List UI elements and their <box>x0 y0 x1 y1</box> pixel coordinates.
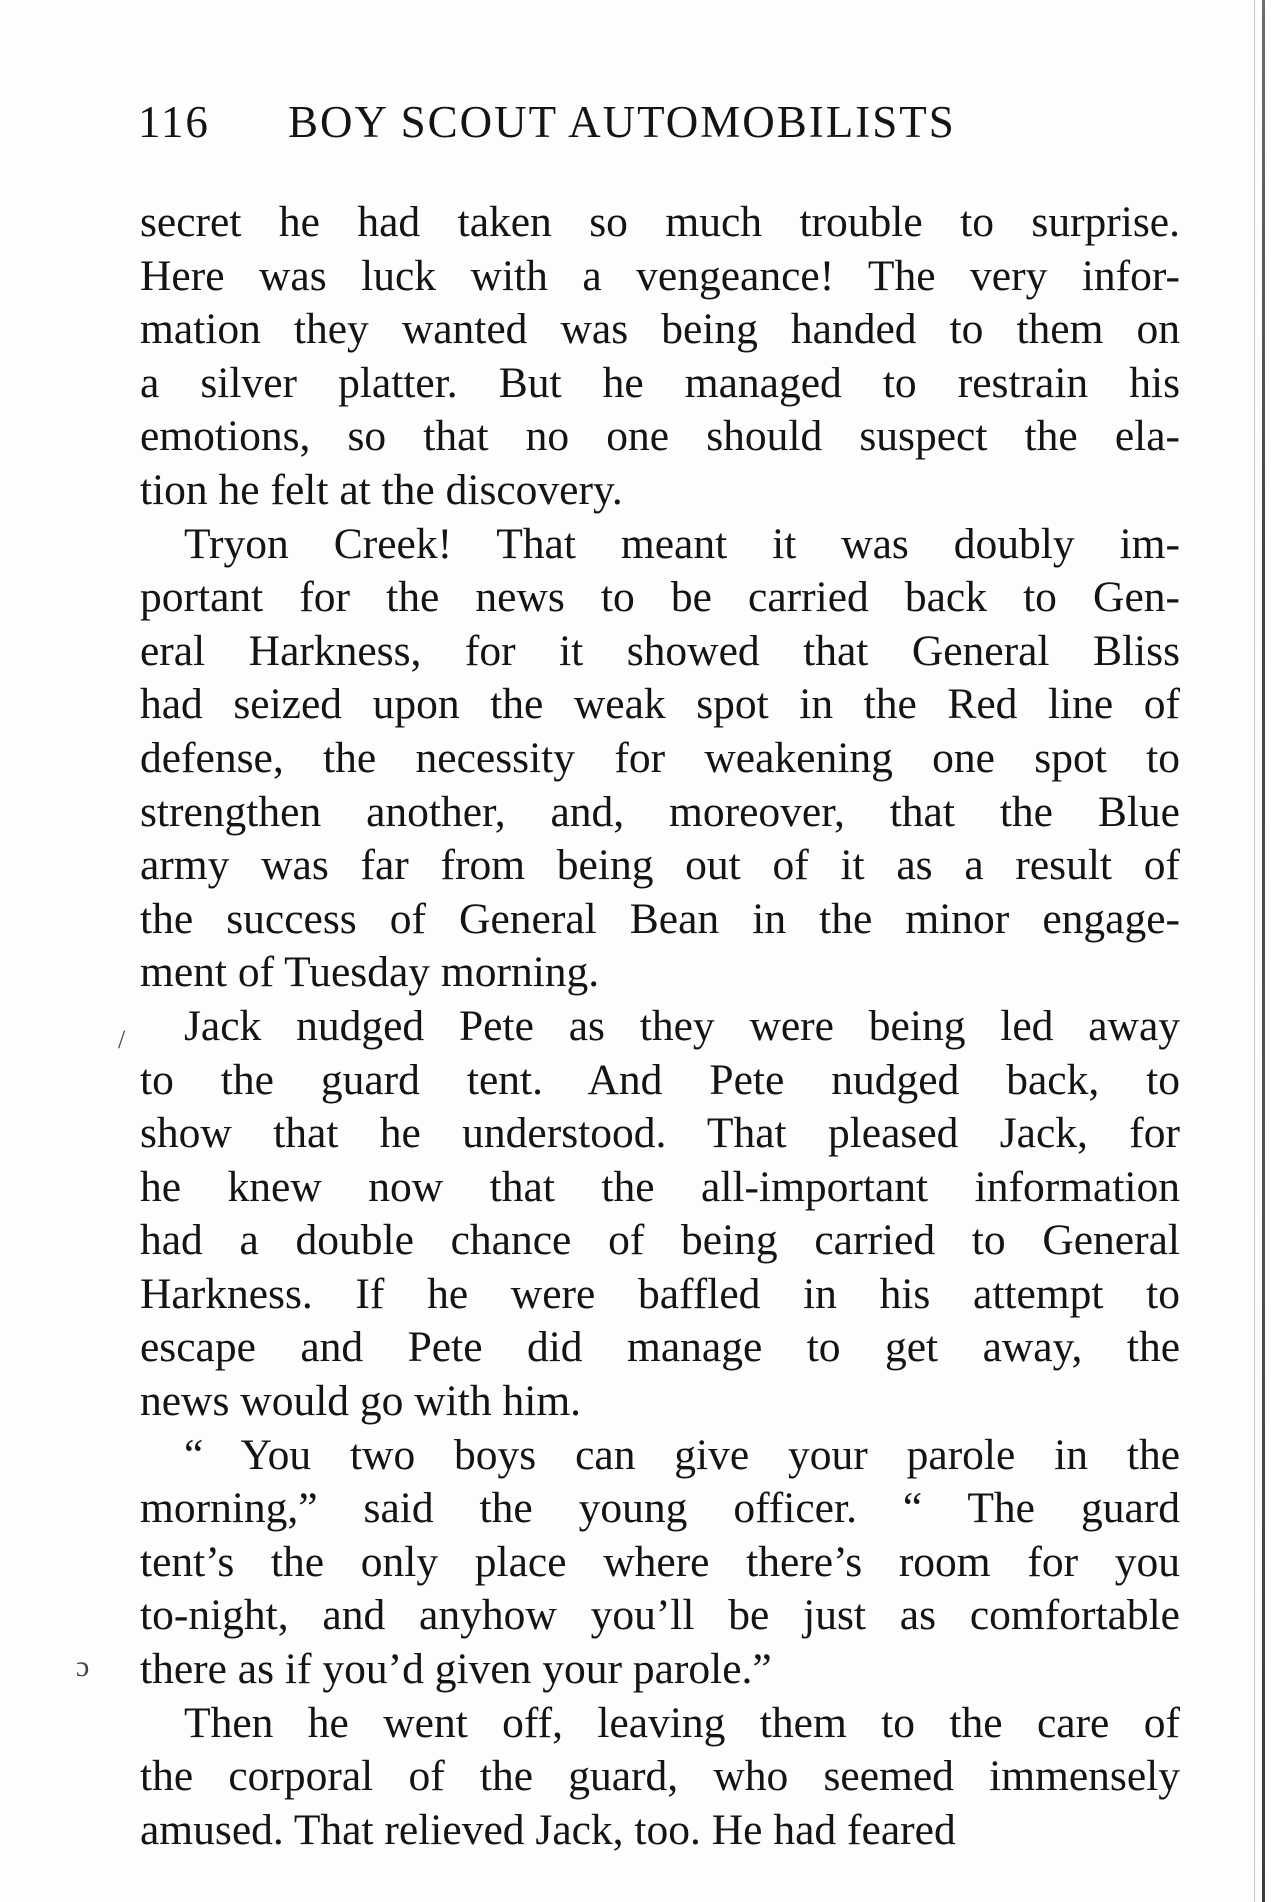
text-line: a silver platter. But he managed to restrain his <box>140 358 1180 407</box>
text-line: “ You two boys can give your parole in the <box>184 1430 1180 1479</box>
text-line: amused. That relieved Jack, too. He had feared <box>140 1805 956 1854</box>
text-line: news would go with him. <box>140 1377 582 1426</box>
paragraph <box>140 518 1180 1000</box>
text-line: secret he had taken so much trouble to surprise. <box>140 198 1180 246</box>
text-line: morning,” said the young officer. “ The guard <box>140 1484 1180 1533</box>
paragraph <box>140 196 1180 518</box>
text-line: escape and Pete did manage to get away, the <box>140 1323 1180 1372</box>
text-line: to the guard tent. And Pete nudged back, to <box>140 1055 1180 1104</box>
text-line: the corporal of the guard, who seemed immensely <box>140 1752 1180 1801</box>
text-line: portant for the news to be carried back to Gen- <box>140 573 1180 622</box>
page-edge-line <box>1254 0 1255 1902</box>
paragraph <box>140 1000 1180 1429</box>
margin-tick-mark: / <box>118 1025 126 1054</box>
text-line: emotions, so that no one should suspect the ela- <box>140 412 1180 461</box>
page-edge-shadow <box>1262 0 1265 1902</box>
text-line: army was far from being out of it as a result of <box>140 841 1180 890</box>
text-line: eral Harkness, for it showed that General Bliss <box>140 626 1180 675</box>
text-line: tion he felt at the discovery. <box>140 465 623 514</box>
text-line: the success of General Bean in the minor engage- <box>140 894 1180 943</box>
text-line: had seized upon the weak spot in the Red line of <box>140 680 1180 729</box>
running-title: BOY SCOUT AUTOMOBILISTS <box>288 97 956 147</box>
text-line: Jack nudged Pete as they were being led away <box>184 1001 1180 1050</box>
text-line: Tryon Creek! That meant it was doubly im- <box>184 519 1180 568</box>
page-number: 116 <box>138 97 210 147</box>
text-line: defense, the necessity for weakening one spot to <box>140 733 1180 782</box>
text-line: tent’s the only place where there’s room for you <box>140 1537 1180 1586</box>
text-line: there as if you’d given your parole.” <box>140 1645 772 1694</box>
text-line: show that he understood. That pleased Jack, for <box>140 1109 1180 1158</box>
text-line: ment of Tuesday morning. <box>140 948 600 997</box>
text-line: Harkness. If he were baffled in his attempt to <box>140 1269 1180 1318</box>
running-header <box>138 96 1178 148</box>
margin-stray-mark: ɔ <box>76 1650 90 1683</box>
text-line: Then he went off, leaving them to the care of <box>184 1698 1180 1747</box>
paragraph <box>140 1429 1180 1697</box>
text-line: he knew now that the all-important information <box>140 1162 1180 1211</box>
text-line: mation they wanted was being handed to them on <box>140 305 1180 354</box>
paragraph <box>140 1697 1180 1858</box>
text-line: to-night, and anyhow you’ll be just as comfortable <box>140 1591 1180 1640</box>
text-line: Here was luck with a vengeance! The very infor- <box>140 251 1180 300</box>
body-text <box>140 196 1180 1857</box>
text-line: had a double chance of being carried to General <box>140 1216 1180 1265</box>
text-line: strengthen another, and, moreover, that the Blue <box>140 787 1180 836</box>
